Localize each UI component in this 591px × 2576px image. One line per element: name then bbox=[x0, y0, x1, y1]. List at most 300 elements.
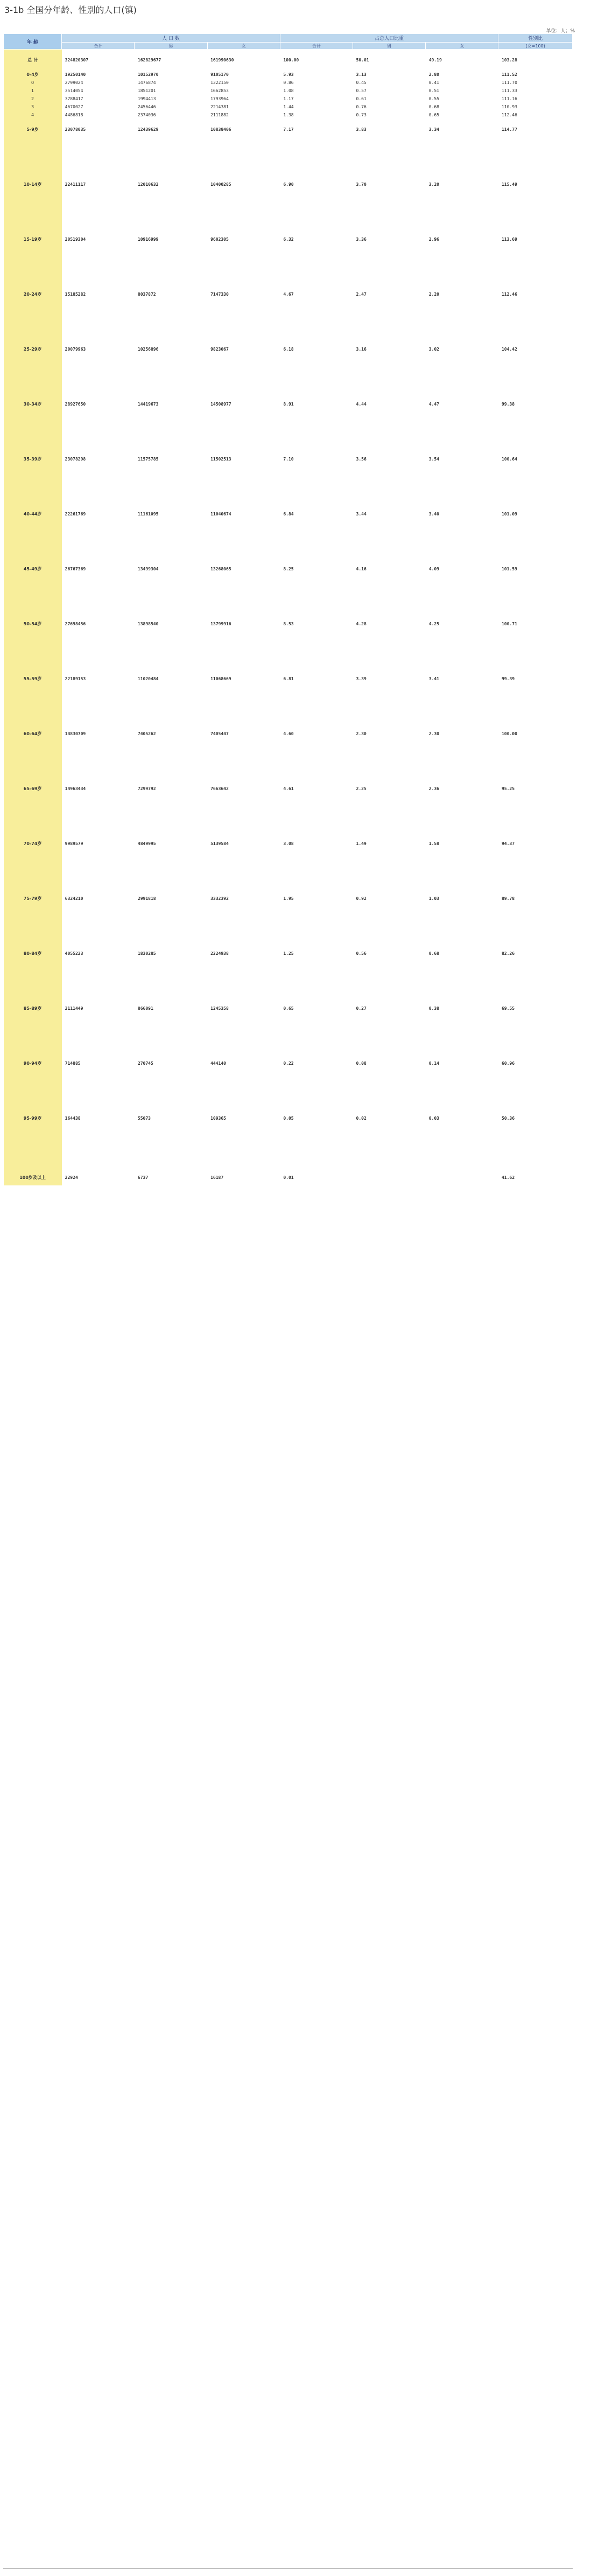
group-summary-row bbox=[4, 290, 573, 298]
spacer-row bbox=[4, 559, 573, 565]
header-share-total: 合计 bbox=[280, 43, 353, 50]
cell-value: 3.20 bbox=[428, 182, 439, 187]
blank-row bbox=[4, 526, 573, 534]
cell-value: 28927650 bbox=[65, 402, 86, 407]
cell-value: 3.36 bbox=[356, 237, 367, 242]
group-summary-row bbox=[4, 840, 573, 848]
cell-value: 3.40 bbox=[428, 512, 439, 516]
cell-value: 3.83 bbox=[356, 127, 367, 132]
cell-value: 100.00 bbox=[501, 731, 517, 736]
cell-value: 3.39 bbox=[356, 676, 367, 681]
cell-value: 100.00 bbox=[283, 58, 299, 62]
cell-value: 6.18 bbox=[283, 347, 294, 352]
header-pop-male: 男 bbox=[135, 43, 207, 50]
row-label: 95-99岁 bbox=[4, 1114, 62, 1122]
blank-row bbox=[4, 754, 573, 762]
group-summary-row bbox=[4, 125, 573, 134]
group-summary-row bbox=[4, 1004, 573, 1013]
cell-value: 1793964 bbox=[210, 96, 229, 101]
cell-value: 20079963 bbox=[65, 347, 86, 352]
spacer-row bbox=[4, 1163, 573, 1169]
blank-row bbox=[4, 1122, 573, 1130]
group-summary-row bbox=[4, 895, 573, 903]
blank-row bbox=[4, 306, 573, 315]
cell-value: 0.51 bbox=[428, 88, 439, 93]
cell-value: 1476874 bbox=[137, 80, 156, 85]
blank-row bbox=[4, 966, 573, 974]
cell-value: 111.16 bbox=[501, 96, 517, 101]
blank-row bbox=[4, 809, 573, 817]
cell-value: 0.41 bbox=[428, 80, 439, 85]
blank-row bbox=[4, 323, 573, 331]
spacer-row bbox=[4, 778, 573, 785]
cell-value: 22189153 bbox=[65, 676, 86, 681]
row-label: 90-94岁 bbox=[4, 1059, 62, 1067]
cell-value: 2.20 bbox=[428, 292, 439, 297]
cell-value: 95.25 bbox=[501, 786, 515, 791]
blank-row bbox=[4, 134, 573, 142]
spacer-row bbox=[4, 613, 573, 620]
table-row bbox=[4, 87, 573, 95]
blank-row bbox=[4, 911, 573, 919]
cell-value: 4.47 bbox=[428, 402, 439, 407]
cell-value: 2224938 bbox=[210, 951, 229, 956]
cell-value: 0.03 bbox=[428, 1116, 439, 1121]
cell-value: 111.70 bbox=[501, 80, 517, 85]
cell-value: 9989579 bbox=[65, 841, 83, 846]
cell-value: 866091 bbox=[137, 1006, 153, 1011]
cell-value: 1.08 bbox=[283, 88, 294, 93]
cell-value: 7405262 bbox=[137, 731, 156, 736]
spacer-row bbox=[4, 888, 573, 895]
blank-row bbox=[4, 142, 573, 150]
cell-value: 3.56 bbox=[356, 457, 367, 462]
cell-value bbox=[426, 1169, 498, 1185]
header-population: 人 口 数 bbox=[62, 34, 280, 43]
cell-value: 2456446 bbox=[137, 104, 156, 109]
spacer-row bbox=[4, 284, 573, 290]
cell-value: 6324210 bbox=[65, 896, 83, 901]
group-summary-row bbox=[4, 950, 573, 958]
row-label: 75-79岁 bbox=[4, 895, 62, 903]
blank-row bbox=[4, 1045, 573, 1053]
cell-value: 0.08 bbox=[356, 1061, 367, 1066]
cell-value: 11161095 bbox=[137, 512, 159, 516]
cell-value: 4055223 bbox=[65, 951, 83, 956]
header-ratio-sub: (女=100) bbox=[498, 43, 573, 50]
blank-row bbox=[4, 982, 573, 990]
cell-value: 113.69 bbox=[501, 237, 517, 242]
cell-value: 2111882 bbox=[210, 113, 229, 117]
unit-label: 单位：人；% bbox=[546, 29, 575, 34]
cell-value: 112.46 bbox=[501, 292, 517, 297]
blank-row bbox=[4, 315, 573, 323]
cell-value: 8.91 bbox=[283, 402, 294, 407]
cell-value: 14963434 bbox=[65, 786, 86, 791]
cell-value: 4.25 bbox=[428, 622, 439, 626]
group-summary-row bbox=[4, 1059, 573, 1067]
spacer-row bbox=[4, 504, 573, 510]
cell-value: 110.93 bbox=[501, 104, 517, 109]
blank-row bbox=[4, 597, 573, 605]
row-label: 70-74岁 bbox=[4, 840, 62, 848]
blank-row bbox=[4, 221, 573, 229]
row-label: 50-54岁 bbox=[4, 620, 62, 628]
cell-value: 1322150 bbox=[210, 80, 229, 85]
cell-value: 8.25 bbox=[283, 567, 294, 571]
cell-value: 161990630 bbox=[210, 58, 234, 62]
cell-value: 4.61 bbox=[283, 786, 294, 791]
cell-value: 444140 bbox=[210, 1061, 226, 1066]
blank-row bbox=[4, 386, 573, 394]
blank-row bbox=[4, 707, 573, 715]
spacer-row bbox=[4, 174, 573, 180]
blank-row bbox=[4, 353, 573, 361]
cell-value: 23078298 bbox=[65, 457, 86, 462]
cell-value: 1830285 bbox=[137, 951, 156, 956]
cell-value: 6.90 bbox=[283, 182, 294, 187]
cell-value: 14419673 bbox=[137, 402, 159, 407]
blank-row bbox=[4, 487, 573, 495]
cell-value: 10152970 bbox=[137, 72, 159, 77]
cell-value: 0.65 bbox=[283, 1006, 294, 1011]
row-label: 20-24岁 bbox=[4, 290, 62, 298]
blank-row bbox=[4, 298, 573, 306]
blank-row bbox=[4, 683, 573, 691]
cell-value: 2.96 bbox=[428, 237, 439, 242]
blank-row bbox=[4, 432, 573, 441]
group-summary-row bbox=[4, 71, 573, 79]
cell-value: 7299792 bbox=[137, 786, 156, 791]
row-label: 3 bbox=[4, 103, 62, 111]
cell-value: 109365 bbox=[210, 1116, 226, 1121]
cell-value: 0.27 bbox=[356, 1006, 367, 1011]
blank-row bbox=[4, 872, 573, 880]
cell-value: 0.68 bbox=[428, 951, 439, 956]
blank-row bbox=[4, 518, 573, 526]
blank-row bbox=[4, 1155, 573, 1163]
cell-value: 111.52 bbox=[501, 72, 517, 77]
group-summary-row bbox=[4, 675, 573, 683]
cell-value: 6.81 bbox=[283, 676, 294, 681]
blank-row bbox=[4, 166, 573, 174]
cell-value: 1245358 bbox=[210, 1006, 229, 1011]
table-body bbox=[4, 50, 573, 1186]
blank-row bbox=[4, 864, 573, 872]
blank-row bbox=[4, 880, 573, 888]
cell-value: 6.84 bbox=[283, 512, 294, 516]
blank-row bbox=[4, 793, 573, 801]
cell-value: 0.02 bbox=[356, 1116, 367, 1121]
cell-value: 100.64 bbox=[501, 457, 517, 462]
table-row bbox=[4, 95, 573, 103]
bottom-rule bbox=[3, 2568, 573, 2569]
blank-row bbox=[4, 331, 573, 339]
blank-row bbox=[4, 408, 573, 416]
row-label: 60-64岁 bbox=[4, 730, 62, 738]
cell-value: 1662853 bbox=[210, 88, 229, 93]
cell-value: 0.73 bbox=[356, 113, 367, 117]
cell-value: 6737 bbox=[137, 1175, 149, 1180]
header-pop-total: 合计 bbox=[62, 43, 135, 50]
blank-row bbox=[4, 378, 573, 386]
cell-value: 16187 bbox=[210, 1175, 224, 1180]
cell-value: 23078035 bbox=[65, 127, 86, 132]
cell-value: 2.80 bbox=[428, 72, 439, 77]
cell-value: 0.01 bbox=[283, 1175, 294, 1180]
cell-value: 1.95 bbox=[283, 896, 294, 901]
cell-value: 0.38 bbox=[428, 1006, 439, 1011]
blank-row bbox=[4, 715, 573, 723]
blank-row bbox=[4, 1076, 573, 1084]
blank-row bbox=[4, 801, 573, 809]
blank-row bbox=[4, 573, 573, 581]
row-label: 45-49岁 bbox=[4, 565, 62, 573]
blank-row bbox=[4, 189, 573, 197]
group-summary-row bbox=[4, 235, 573, 243]
cell-value: 0.76 bbox=[356, 104, 367, 109]
cell-value: 7.17 bbox=[283, 127, 294, 132]
cell-value: 3.13 bbox=[356, 72, 367, 77]
blank-row bbox=[4, 243, 573, 252]
cell-value: 20519304 bbox=[65, 237, 86, 242]
cell-value: 27698456 bbox=[65, 622, 86, 626]
spacer-row bbox=[4, 1108, 573, 1114]
blank-row bbox=[4, 1130, 573, 1139]
blank-row bbox=[4, 550, 573, 559]
cell-value: 3.02 bbox=[428, 347, 439, 352]
cell-value: 9602305 bbox=[210, 237, 229, 242]
cell-value: 2.47 bbox=[356, 292, 367, 297]
cell-value: 4.28 bbox=[356, 622, 367, 626]
cell-value: 9105170 bbox=[210, 72, 229, 77]
blank-row bbox=[4, 628, 573, 636]
blank-row bbox=[4, 935, 573, 943]
cell-value: 3.44 bbox=[356, 512, 367, 516]
cell-value: 10916999 bbox=[137, 237, 159, 242]
blank-row bbox=[4, 1147, 573, 1155]
cell-value: 5139584 bbox=[210, 841, 229, 846]
cell-value: 11068669 bbox=[210, 676, 231, 681]
blank-row bbox=[4, 542, 573, 550]
spacer-row bbox=[4, 833, 573, 840]
cell-value: 1.17 bbox=[283, 96, 294, 101]
cell-value: 5.93 bbox=[283, 72, 294, 77]
spacer-row bbox=[4, 394, 573, 400]
cell-value: 0.05 bbox=[283, 1116, 294, 1121]
blank-row bbox=[4, 424, 573, 432]
blank-row bbox=[4, 471, 573, 479]
blank-row bbox=[4, 1021, 573, 1029]
cell-value: 22924 bbox=[65, 1175, 78, 1180]
group-summary-row bbox=[4, 345, 573, 353]
cell-value: 714885 bbox=[65, 1061, 81, 1066]
row-label: 15-19岁 bbox=[4, 235, 62, 243]
group-summary-row bbox=[4, 565, 573, 573]
blank-row bbox=[4, 276, 573, 284]
blank-row bbox=[4, 919, 573, 927]
header-share: 占总人口比重 bbox=[280, 34, 498, 43]
row-label: 5-9岁 bbox=[4, 125, 62, 134]
cell-value: 1.38 bbox=[283, 113, 294, 117]
cell-value: 2.25 bbox=[356, 786, 367, 791]
blank-row bbox=[4, 463, 573, 471]
group-summary-row bbox=[4, 510, 573, 518]
cell-value: 4486818 bbox=[65, 113, 83, 117]
cell-value: 50.36 bbox=[501, 1116, 515, 1121]
cell-value: 12010632 bbox=[137, 182, 159, 187]
cell-value: 11575785 bbox=[137, 457, 159, 462]
cell-value: 3.54 bbox=[428, 457, 439, 462]
cell-value: 7147330 bbox=[210, 292, 229, 297]
blank-row bbox=[4, 856, 573, 864]
spacer-row bbox=[4, 998, 573, 1004]
cell-value: 2.36 bbox=[428, 786, 439, 791]
spacer-row bbox=[4, 50, 573, 57]
blank-row bbox=[4, 581, 573, 589]
row-label: 85-89岁 bbox=[4, 1004, 62, 1013]
row-label: 总 计 bbox=[4, 56, 62, 64]
cell-value: 0.55 bbox=[428, 96, 439, 101]
spacer-row bbox=[4, 668, 573, 675]
cell-value: 1.44 bbox=[283, 104, 294, 109]
cell-value: 11020484 bbox=[137, 676, 159, 681]
cell-value: 3332392 bbox=[210, 896, 229, 901]
cell-value: 94.37 bbox=[501, 841, 515, 846]
blank-row bbox=[4, 958, 573, 966]
blank-row bbox=[4, 534, 573, 542]
blank-row bbox=[4, 1084, 573, 1092]
blank-row bbox=[4, 205, 573, 213]
spacer-row bbox=[4, 723, 573, 730]
cell-value: 0.68 bbox=[428, 104, 439, 109]
cell-value: 0.86 bbox=[283, 80, 294, 85]
blank-row bbox=[4, 1139, 573, 1147]
blank-row bbox=[4, 605, 573, 613]
row-label: 25-29岁 bbox=[4, 345, 62, 353]
blank-row bbox=[4, 770, 573, 778]
cell-value: 69.55 bbox=[501, 1006, 515, 1011]
cell-value: 164438 bbox=[65, 1116, 81, 1121]
row-label: 10-14岁 bbox=[4, 180, 62, 189]
blank-row bbox=[4, 1100, 573, 1108]
blank-row bbox=[4, 762, 573, 770]
group-summary-row bbox=[4, 730, 573, 738]
spacer-row bbox=[4, 119, 573, 125]
cell-value: 2.30 bbox=[356, 731, 367, 736]
blank-row bbox=[4, 927, 573, 935]
cell-value: 26767369 bbox=[65, 567, 86, 571]
cell-value: 101.09 bbox=[501, 512, 517, 516]
blank-row bbox=[4, 150, 573, 158]
cell-value: 3.70 bbox=[356, 182, 367, 187]
cell-value: 112.46 bbox=[501, 113, 517, 117]
blank-row bbox=[4, 369, 573, 378]
blank-row bbox=[4, 691, 573, 699]
blank-row bbox=[4, 825, 573, 833]
cell-value: 2214381 bbox=[210, 104, 229, 109]
cell-value: 82.26 bbox=[501, 951, 515, 956]
cell-value: 324820307 bbox=[65, 58, 89, 62]
header-age: 年 龄 bbox=[4, 34, 62, 50]
cell-value: 13799916 bbox=[210, 622, 231, 626]
cell-value: 0.56 bbox=[356, 951, 367, 956]
row-label: 55-59岁 bbox=[4, 675, 62, 683]
cell-value: 0.61 bbox=[356, 96, 367, 101]
header-share-female: 女 bbox=[426, 43, 498, 50]
cell-value: 8037872 bbox=[137, 292, 156, 297]
cell-value: 101.59 bbox=[501, 567, 517, 571]
cell-value: 13898540 bbox=[137, 622, 159, 626]
cell-value: 1.58 bbox=[428, 841, 439, 846]
blank-row bbox=[4, 260, 573, 268]
blank-row bbox=[4, 738, 573, 746]
table-row bbox=[4, 79, 573, 87]
cell-value: 99.38 bbox=[501, 402, 515, 407]
cell-value: 2374036 bbox=[137, 113, 156, 117]
cell-value: 0.14 bbox=[428, 1061, 439, 1066]
cell-value: 7663642 bbox=[210, 786, 229, 791]
cell-value: 270745 bbox=[137, 1061, 153, 1066]
cell-value: 103.28 bbox=[501, 58, 517, 62]
total-row bbox=[4, 56, 573, 64]
cell-value: 1994413 bbox=[137, 96, 156, 101]
population-table bbox=[3, 33, 573, 1185]
cell-value: 10256896 bbox=[137, 347, 159, 352]
blank-row bbox=[4, 636, 573, 644]
cell-value: 99.39 bbox=[501, 676, 515, 681]
blank-row bbox=[4, 495, 573, 504]
tail-row bbox=[4, 1169, 573, 1185]
cell-value: 104.42 bbox=[501, 347, 517, 352]
cell-value: 13268065 bbox=[210, 567, 231, 571]
row-label: 40-44岁 bbox=[4, 510, 62, 518]
row-label: 35-39岁 bbox=[4, 455, 62, 463]
cell-value: 1.03 bbox=[428, 896, 439, 901]
cell-value: 0.45 bbox=[356, 80, 367, 85]
cell-value: 4.60 bbox=[283, 731, 294, 736]
blank-row bbox=[4, 660, 573, 668]
cell-value: 3.08 bbox=[283, 841, 294, 846]
cell-value: 8.53 bbox=[283, 622, 294, 626]
blank-row bbox=[4, 974, 573, 982]
cell-value: 13499304 bbox=[137, 567, 159, 571]
cell-value: 15185282 bbox=[65, 292, 86, 297]
blank-row bbox=[4, 479, 573, 487]
group-summary-row bbox=[4, 455, 573, 463]
row-label: 4 bbox=[4, 111, 62, 119]
header-sex-ratio: 性别比 bbox=[498, 34, 573, 43]
blank-row bbox=[4, 817, 573, 825]
cell-value: 6.32 bbox=[283, 237, 294, 242]
page-title: 3-1b 全国分年龄、性别的人口(镇) bbox=[4, 5, 137, 15]
spacer-row bbox=[4, 1053, 573, 1059]
cell-value: 114.77 bbox=[501, 127, 517, 132]
blank-row bbox=[4, 746, 573, 754]
cell-value: 2111449 bbox=[65, 1006, 83, 1011]
blank-row bbox=[4, 652, 573, 660]
blank-row bbox=[4, 1092, 573, 1100]
cell-value: 1.49 bbox=[356, 841, 367, 846]
cell-value: 3.34 bbox=[428, 127, 439, 132]
header-pop-female: 女 bbox=[207, 43, 280, 50]
row-label: 100岁及以上 bbox=[4, 1169, 62, 1185]
blank-row bbox=[4, 158, 573, 166]
table-row bbox=[4, 111, 573, 119]
cell-value: 14508977 bbox=[210, 402, 231, 407]
cell-value: 41.62 bbox=[501, 1175, 515, 1180]
cell-value: 3514054 bbox=[65, 88, 83, 93]
